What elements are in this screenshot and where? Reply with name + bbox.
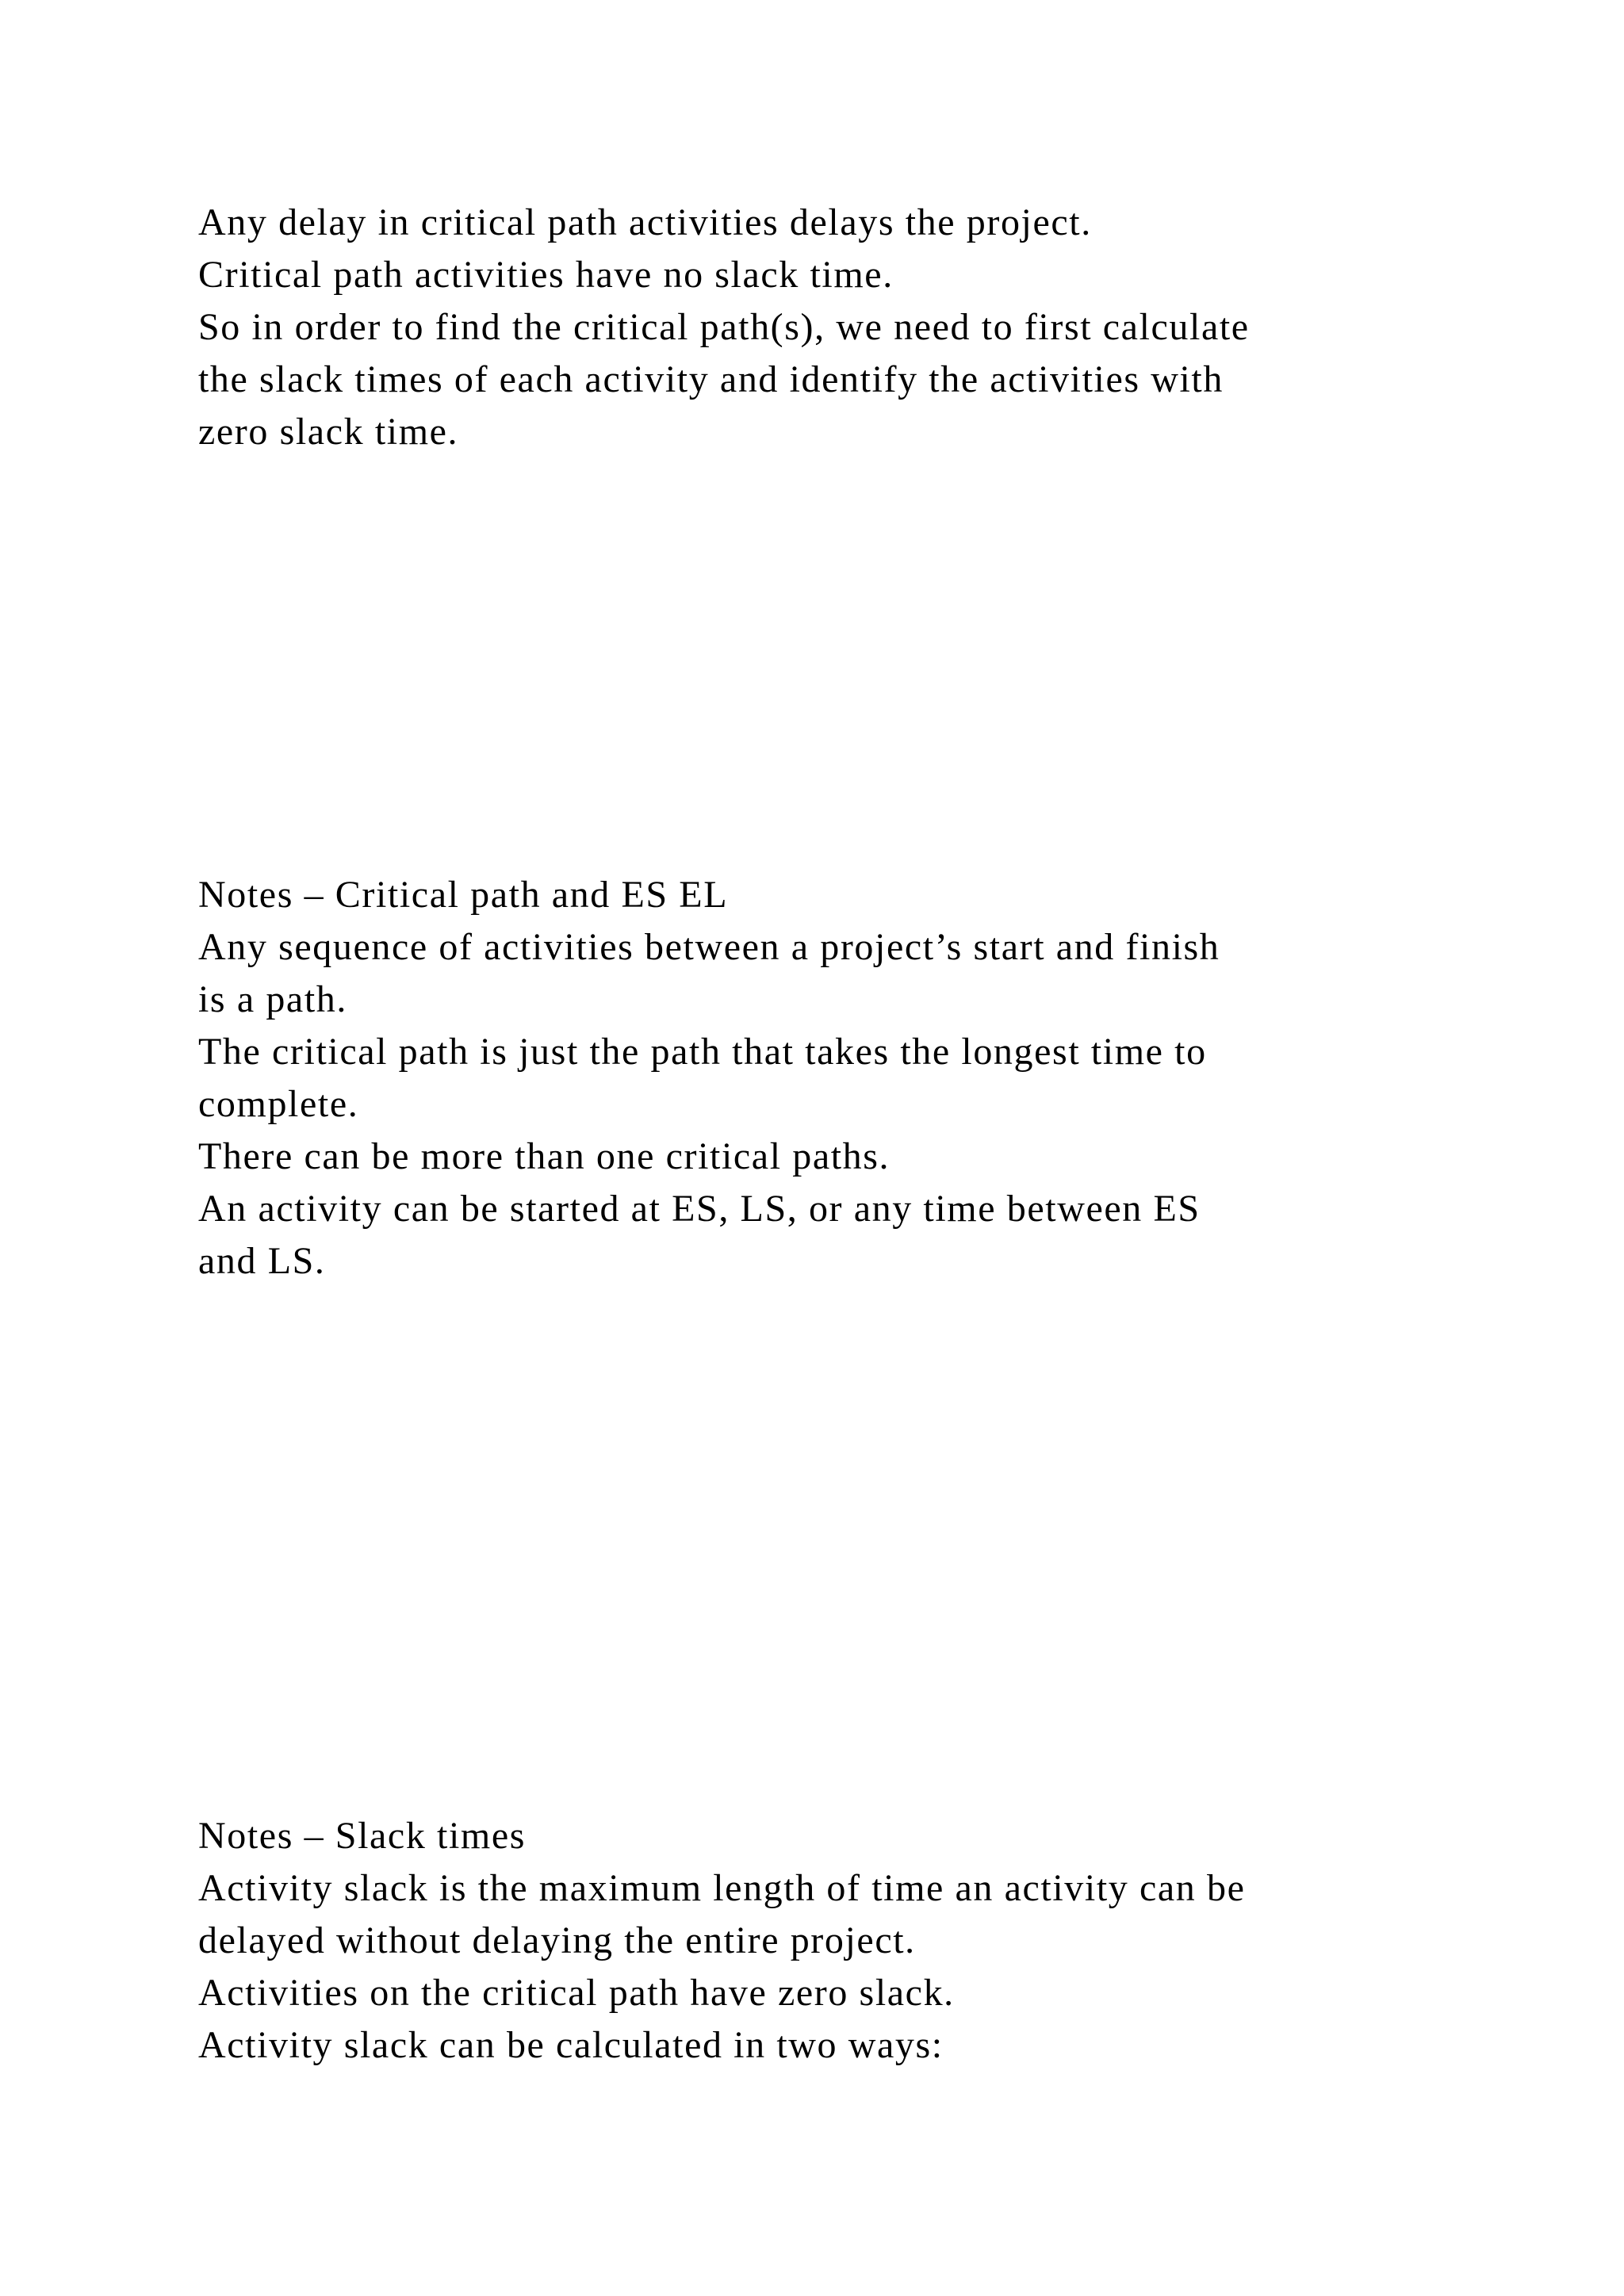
critical-path-notes-section <box>198 869 1483 1288</box>
text-line: Activities on the critical path have zero slack. <box>198 1972 955 2014</box>
text-line: An activity can be started at ES, LS, or any time between ES <box>198 1188 1201 1230</box>
text-line: Activity slack can be calculated in two ways: <box>198 2024 944 2066</box>
text-line: Any sequence of activities between a project’s start and finish <box>198 926 1220 968</box>
section-heading: Notes – Slack times <box>198 1815 527 1857</box>
text-line: Any delay in critical path activities delays the project. <box>198 201 1092 243</box>
text-line: There can be more than one critical paths. <box>198 1135 891 1177</box>
text-line: Activity slack is the maximum length of time an activity can be <box>198 1867 1246 1909</box>
text-line: complete. <box>198 1083 359 1125</box>
slack-times-notes-section <box>198 1810 1483 2072</box>
text-line: The critical path is just the path that takes the longest time to <box>198 1031 1207 1073</box>
section-heading: Notes – Critical path and ES EL <box>198 874 729 916</box>
text-line: and LS. <box>198 1240 326 1282</box>
intro-section <box>198 197 1483 458</box>
text-line: zero slack time. <box>198 411 459 453</box>
text-line: is a path. <box>198 978 347 1020</box>
text-line: So in order to find the critical path(s), we need to first calculate <box>198 306 1250 348</box>
text-line: Critical path activities have no slack time. <box>198 254 894 296</box>
text-line: delayed without delaying the entire project. <box>198 1919 916 1961</box>
text-line: the slack times of each activity and identify the activities with <box>198 358 1224 400</box>
